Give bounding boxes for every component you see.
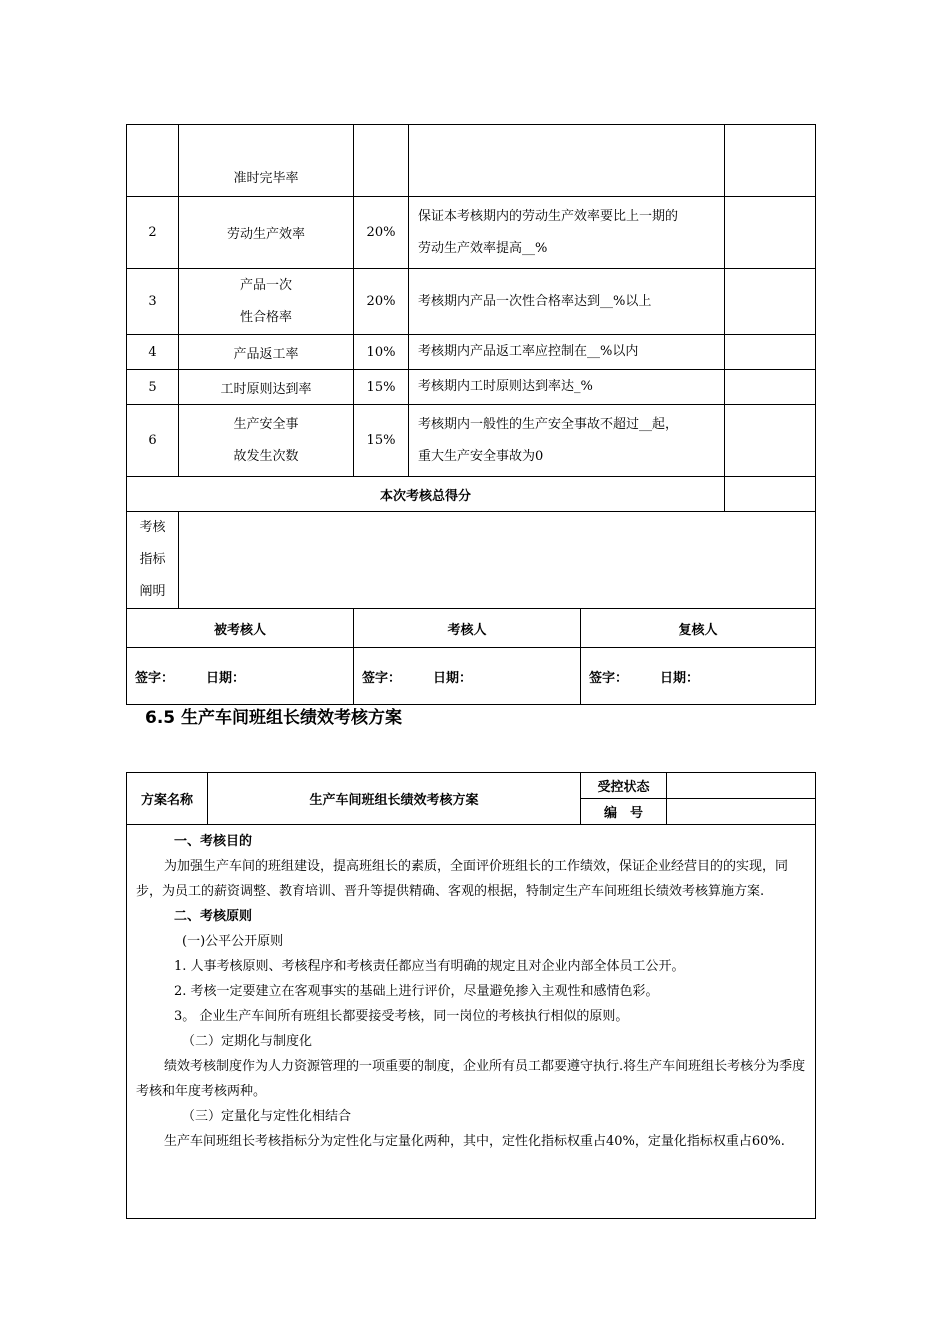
kpi-desc: 保证本考核期内的劳动生产效率要比上一期的 劳动生产效率提高__% [409, 197, 725, 269]
kpi-weight: 20% [354, 269, 409, 335]
subheading: （三）定量化与定性化相结合 [182, 1109, 352, 1124]
subheading: （二）定期化与制度化 [182, 1034, 313, 1049]
kpi-row-no: 3 [127, 269, 179, 335]
kpi-desc: 考核期内产品一次性合格率达到__%以上 [409, 269, 725, 335]
kpi-desc: 考核期内一般性的生产安全事故不超过__起， 重大生产安全事故为0 [409, 405, 725, 477]
kpi-score [725, 269, 816, 335]
sign-cell [354, 648, 581, 705]
list-item: 3。 企业生产车间所有班组长都要接受考核，同一岗位的考核执行相似的原则。 [174, 1009, 629, 1024]
kpi-row-no: 5 [127, 370, 179, 405]
sign-cell [581, 648, 816, 705]
role-reviewer: 复核人 [581, 609, 816, 648]
role-assessee: 被考核人 [127, 609, 354, 648]
kpi-item: 产品一次 性合格率 [179, 269, 354, 335]
table-row [127, 405, 816, 477]
status-label: 受控状态 [581, 773, 667, 799]
kpi-score [725, 197, 816, 269]
role-assessor: 考核人 [354, 609, 581, 648]
kpi-row-no: 6 [127, 405, 179, 477]
status-value [667, 773, 816, 799]
paragraph: 为加强生产车间的班组建设，提高班组长的素质，全面评价班组长的工作绩效，保证企业经营目的的实现，同步，为员工的薪资调整、教育培训、晋升等提供精确、客观的根据，特制定生产车间班组长绩效考核算施方案. [136, 859, 789, 899]
sign-label: 签字： [135, 670, 175, 686]
sign-label: 签字： [589, 670, 629, 686]
table-row [127, 197, 816, 269]
kpi-score [725, 405, 816, 477]
total-score-value [725, 477, 816, 512]
kpi-item: 准时完毕率 [179, 125, 354, 197]
kpi-desc [409, 125, 725, 197]
sign-cell [127, 648, 354, 705]
kpi-item: 产品返工率 [179, 335, 354, 370]
table-row [127, 370, 816, 405]
kpi-score [725, 125, 816, 197]
kpi-weight: 15% [354, 370, 409, 405]
kpi-table [126, 124, 816, 609]
number-value [667, 799, 816, 825]
explain-content [179, 512, 816, 609]
number-label: 编 号 [581, 799, 667, 825]
kpi-weight: 20% [354, 197, 409, 269]
date-label: 日期： [206, 670, 246, 686]
plan-body [127, 825, 816, 1219]
kpi-desc: 考核期内工时原则达到率达_% [409, 370, 725, 405]
kpi-score [725, 370, 816, 405]
sign-label: 签字： [362, 670, 402, 686]
kpi-weight: 15% [354, 405, 409, 477]
section-heading: 6.5 生产车间班组长绩效考核方案 [145, 708, 403, 728]
kpi-item: 工时原则达到率 [179, 370, 354, 405]
kpi-weight [354, 125, 409, 197]
kpi-item: 生产安全事 故发生次数 [179, 405, 354, 477]
kpi-weight: 10% [354, 335, 409, 370]
plan-name-label: 方案名称 [127, 773, 208, 825]
heading-purpose: 一、考核目的 [174, 834, 253, 849]
plan-table [126, 772, 816, 1219]
explain-label: 考核 指标 阐明 [127, 512, 179, 609]
heading-principles: 二、考核原则 [174, 909, 253, 924]
signature-table [126, 608, 816, 705]
list-item: 1. 人事考核原则、考核程序和考核责任都应当有明确的规定且对企业内部全体员工公开。 [174, 959, 685, 974]
kpi-desc: 考核期内产品返工率应控制在__%以内 [409, 335, 725, 370]
table-row [127, 269, 816, 335]
total-score-label: 本次考核总得分 [127, 477, 725, 512]
kpi-score [725, 335, 816, 370]
date-label: 日期： [660, 670, 700, 686]
kpi-row-no: 4 [127, 335, 179, 370]
kpi-row-no: 2 [127, 197, 179, 269]
paragraph: 绩效考核制度作为人力资源管理的一项重要的制度，企业所有员工都要遵守执行.将生产车间班组长考核分为季度考核和年度考核两种。 [136, 1059, 806, 1099]
table-row [127, 335, 816, 370]
kpi-row-no [127, 125, 179, 197]
list-item: 2. 考核一定要建立在客观事实的基础上进行评价，尽量避免掺入主观性和感情色彩。 [174, 984, 659, 999]
date-label: 日期： [433, 670, 473, 686]
subheading: (一)公平公开原则 [182, 934, 284, 949]
kpi-item: 劳动生产效率 [179, 197, 354, 269]
paragraph: 生产车间班组长考核指标分为定性化与定量化两种，其中，定性化指标权重占40%，定量化指标权重占60%. [164, 1134, 785, 1149]
plan-name-value: 生产车间班组长绩效考核方案 [208, 773, 581, 825]
